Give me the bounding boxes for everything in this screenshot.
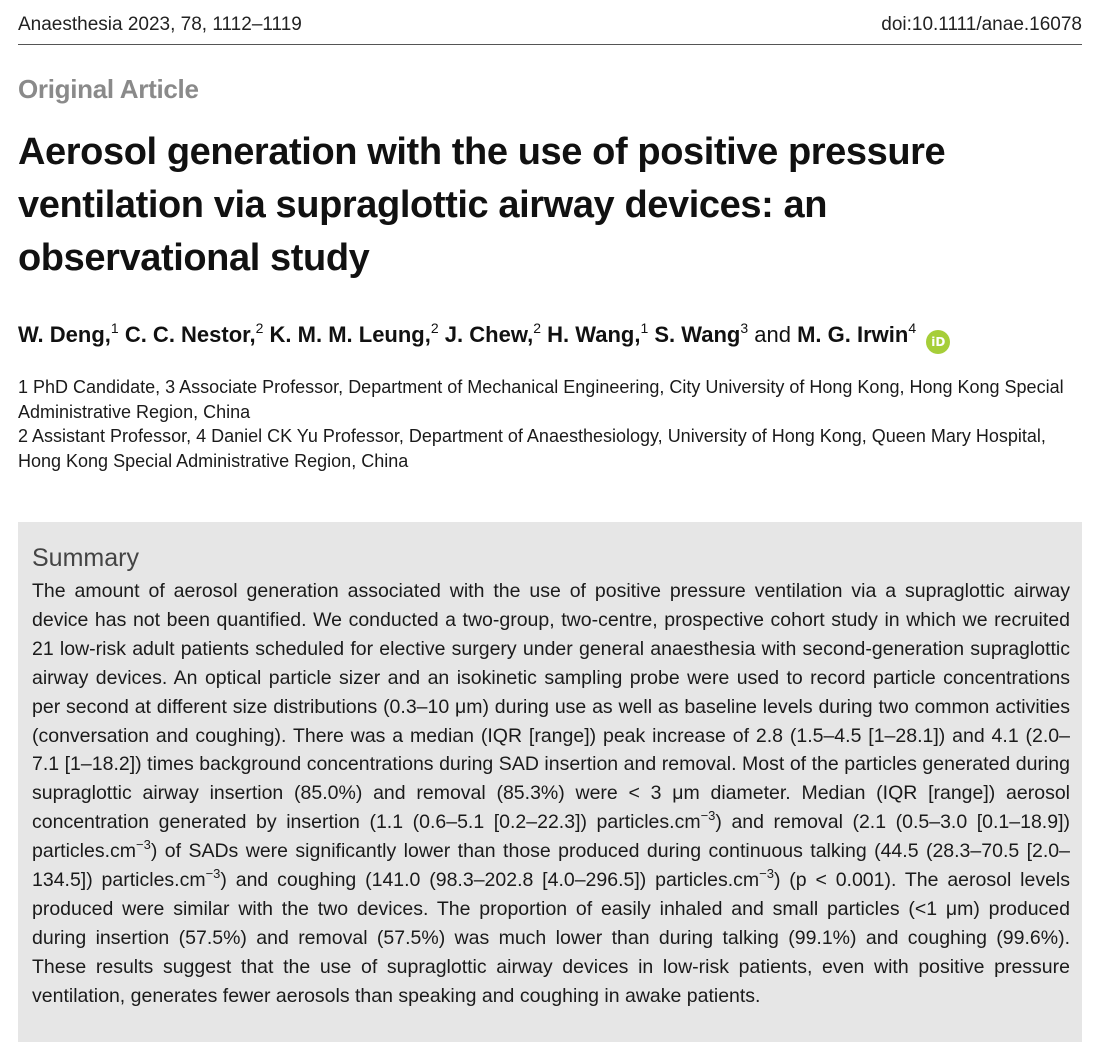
article-title: Aerosol generation with the use of positive pressure ventilation via supraglottic airway devices: an observational study	[18, 131, 946, 279]
unit-exponent: −3	[136, 837, 151, 853]
affiliation-marker: 2	[533, 320, 542, 336]
affiliation-marker: 1	[110, 320, 119, 336]
summary-segment: ) and removal (2.1 (0.5–3.0 [0.1–18.9]) particles.cm	[32, 811, 1070, 863]
unit-exponent: −3	[700, 808, 716, 824]
author-name[interactable]: W. Deng,	[18, 322, 111, 347]
orcid-icon[interactable]: iD	[926, 330, 950, 354]
affiliation-marker: 4	[908, 320, 917, 336]
summary-box	[18, 522, 1082, 1042]
author-conjunction: and	[754, 322, 791, 347]
author-name[interactable]: M. G. Irwin	[797, 322, 909, 347]
affiliation-marker: 2	[255, 320, 264, 336]
summary-segment: ) of SADs were significantly lower than those produced during continuous talking (44.5 (28.3–70.5 [2.0–134.5]) particles.cm	[32, 840, 1070, 892]
author-name[interactable]: H. Wang,	[547, 322, 641, 347]
affiliation-marker: 2	[430, 320, 439, 336]
summary-text	[32, 577, 1070, 1011]
unit-exponent: −3	[759, 866, 774, 882]
summary-heading: Summary	[32, 544, 139, 572]
author-name[interactable]: S. Wang	[654, 322, 741, 347]
summary-segment: ) (p < 0.001). The aerosol levels produced were similar with the two devices. The proportion of easily inhaled and small particles (<1 μm) produced during insertion (57.5%) and removal (57.5%) was much lower than during talking (99.1%) and coughing (99.6%). These results suggest that the use of supraglottic airway devices in low-risk patients, even with positive pressure ventilation, generates fewer aerosols than speaking and coughing in awake patients.	[32, 869, 1070, 1007]
affiliation-line: 2 Assistant Professor, 4 Daniel CK Yu Professor, Department of Anaesthesiology, University of Hong Kong, Queen Mary Hospital, Hong Kong Special Administrative Region, China	[18, 426, 1046, 471]
summary-segment: ) and coughing (141.0 (98.3–202.8 [4.0–296.5]) particles.cm	[220, 869, 760, 892]
author-name[interactable]: J. Chew,	[444, 322, 534, 347]
journal-citation: Anaesthesia 2023, 78, 1112–1119	[18, 14, 302, 35]
running-header	[18, 10, 1082, 45]
affiliation-marker: 1	[640, 320, 649, 336]
summary-segment: The amount of aerosol generation associated with the use of positive pressure ventilation via a supraglottic airway device has not been quantified. We conducted a two-group, two-centre, prospective cohort study in which we recruited 21 low-risk adult patients scheduled for elective surgery under general anaesthesia with second-generation supraglottic airway devices. An optical particle sizer and an isokinetic sampling probe were used to record particle concentrations per second at different size distributions (0.3–10 μm) during use as well as baseline levels during two common activities (conversation and coughing). There was a median (IQR [range]) peak increase of 2.8 (1.5–4.5 [1–28.1]) and 4.1 (2.0–7.1 [1–18.2]) times background concentrations during SAD insertion and removal. Most of the particles generated during supraglottic airway insertion (85.0%) and removal (85.3%) were < 3 μm diameter. Median (IQR [range]) aerosol concentration generated by insertion (1.1 (0.6–5.1 [0.2–22.3]) particles.cm	[32, 580, 1070, 834]
author-name[interactable]: C. C. Nestor,	[124, 322, 256, 347]
unit-exponent: −3	[205, 866, 221, 882]
doi-link[interactable]: doi:10.1111/anae.16078	[881, 14, 1082, 35]
affiliation-line: 1 PhD Candidate, 3 Associate Professor, Department of Mechanical Engineering, City University of Hong Kong, Hong Kong Special Administrative Region, China	[18, 377, 1064, 422]
author-list	[18, 318, 1088, 354]
author-name[interactable]: K. M. M. Leung,	[269, 322, 431, 347]
article-type-label: Original Article	[18, 74, 199, 104]
affiliations	[18, 375, 1086, 473]
affiliation-marker: 3	[740, 320, 749, 336]
